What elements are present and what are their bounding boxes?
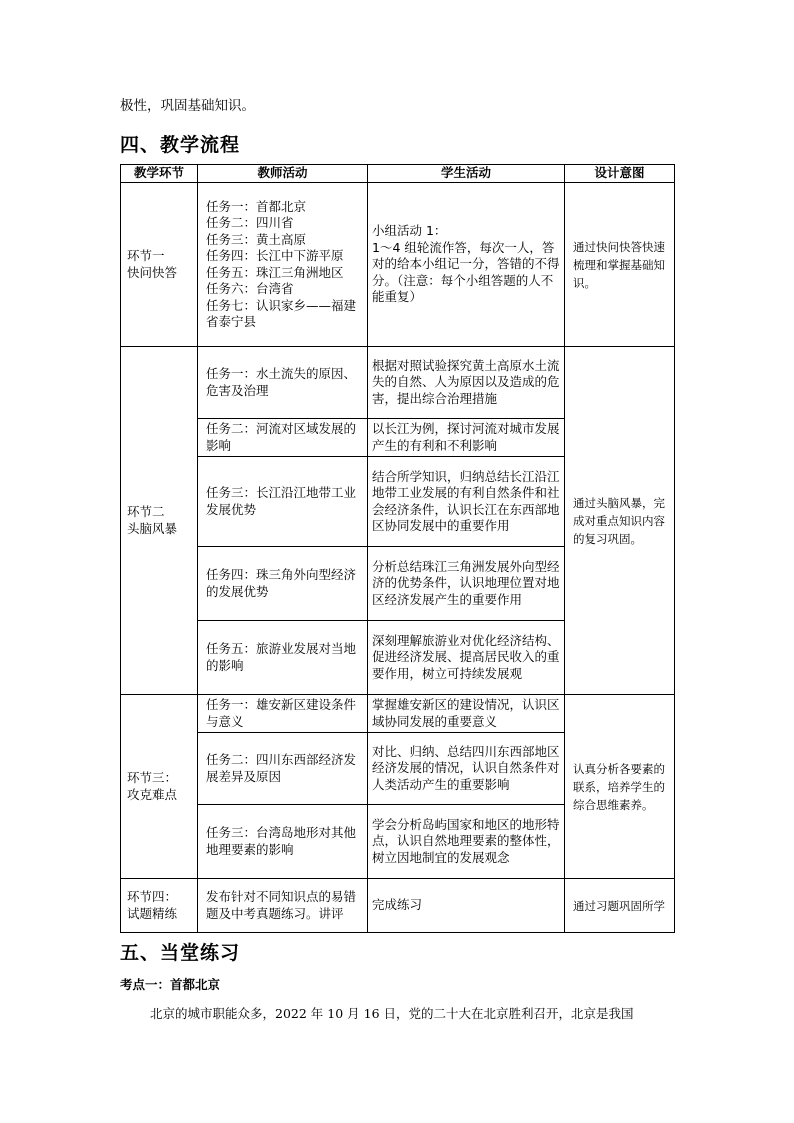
stage4-name-line2: 试题精练 [127,905,178,921]
stage3-task-2: 任务二：四川东西部经济发展差异及原因 [198,733,368,805]
stage1-task-4: 任务四：长江中下游平原 [206,248,344,263]
stage2-task-4: 任务四：珠三角外向型经济的发展优势 [198,547,368,621]
paragraph-text: 北京的城市职能众多，2022 年 10 月 16 日，党的二十大在北京胜利召开，北京是我国 [150,1006,634,1021]
stage3-name-line1: 环节三： [127,770,178,785]
stage1-name-line2: 快问快答 [127,264,178,280]
table-row-stage3-1 [121,695,675,733]
table-row-stage1 [121,183,675,347]
stage2-task-3: 任务三：长江沿江地带工业发展优势 [198,457,368,547]
stage1-task-3: 任务三：黄土高原 [206,231,307,247]
stage4-student: 完成练习 [368,879,565,933]
stage2-task-1: 任务一：水土流失的原因、危害及治理 [198,347,368,419]
stage1-task-2: 任务二：四川省 [206,215,294,230]
stage2-task-5: 任务五：旅游业发展对当地的影响 [198,621,368,695]
stage1-student-activity: 小组活动 1： 1～4 组轮流作答，每次一人，答对的给本小组记一分，答错的不得分。（注意：每个小组答题的人不能重复） [368,183,565,347]
section-heading-practice: 五、当堂练习 [120,942,241,964]
stage3-task-3: 任务三：台湾岛地形对其他地理要素的影响 [198,805,368,879]
stage2-name [121,347,198,695]
stage4-teacher: 发布针对不同知识点的易错题及中考真题练习。讲评 [198,879,368,933]
stage3-student-3: 学会分析岛屿国家和地区的地形特点，认识自然地理要素的整体性，树立因地制宜的发展观念 [368,805,565,879]
stage3-name-line2: 攻克难点 [127,786,178,802]
stage1-task-6: 任务六：台湾省 [206,281,294,296]
table-row-stage2-1 [121,347,675,419]
stage1-name-line1: 环节一 [127,248,165,263]
stage3-intent: 认真分析各要素的联系，培养学生的综合思维素养。 [565,695,675,879]
header-teacher: 教师活动 [198,165,368,183]
intro-text: 极性，巩固基础知识。 [120,98,255,114]
stage1-task-7: 任务七：认识家乡——福建省泰宁县 [206,297,357,329]
stage4-name [121,879,198,933]
table-header-row [121,165,675,183]
stage1-intent: 通过快问快答快速梳理和掌握基础知识。 [565,183,675,347]
stage3-student-1: 掌握雄安新区的建设情况，认识区域协同发展的重要意义 [368,695,565,733]
stage2-intent: 通过头脑风暴，完成对重点知识内容的复习巩固。 [565,347,675,695]
kaodian-label: 考点一：首都北京 [120,977,221,992]
stage2-name-line1: 环节二 [127,504,165,519]
stage1-name [121,183,198,347]
stage2-student-5: 深刻理解旅游业对优化经济结构、促进经济发展、提高居民收入的重要作用，树立可持续发展观 [368,621,565,695]
section-heading-teaching-flow: 四、教学流程 [120,134,241,156]
stage4-name-line1: 环节四： [127,889,178,904]
stage2-student-2: 以长江为例，探讨河流对城市发展产生的有利和不利影响 [368,419,565,457]
stage3-student-2: 对比、归纳、总结四川东西部地区经济发展的情况，认识自然条件对人类活动产生的重要影响 [368,733,565,805]
teaching-flow-table [120,164,675,933]
stage2-student-3: 结合所学知识，归纳总结长江沿江地带工业发展的有利自然条件和社会经济条件，认识长江在东西部地区协同发展中的重要作用 [368,457,565,547]
stage1-teacher-tasks [198,183,368,347]
stage1-task-1: 任务一：首都北京 [206,198,307,214]
stage3-task-1: 任务一：雄安新区建设条件与意义 [198,695,368,733]
stage2-name-line2: 头脑风暴 [127,520,178,536]
stage2-student-1: 根据对照试验探究黄土高原水土流失的自然、人为原因以及造成的危害，提出综合治理措施 [368,347,565,419]
stage2-student-4: 分析总结珠江三角洲发展外向型经济的优势条件，认识地理位置对地区经济发展产生的重要作用 [368,547,565,621]
stage2-task-2: 任务二：河流对区域发展的影响 [198,419,368,457]
stage4-intent: 通过习题巩固所学 [565,879,675,933]
header-intent: 设计意图 [565,165,675,183]
header-student: 学生活动 [368,165,565,183]
stage3-name [121,695,198,879]
header-stage: 教学环节 [121,165,198,183]
stage1-task-5: 任务五：珠江三角洲地区 [206,264,344,280]
table-row-stage4 [121,879,675,933]
